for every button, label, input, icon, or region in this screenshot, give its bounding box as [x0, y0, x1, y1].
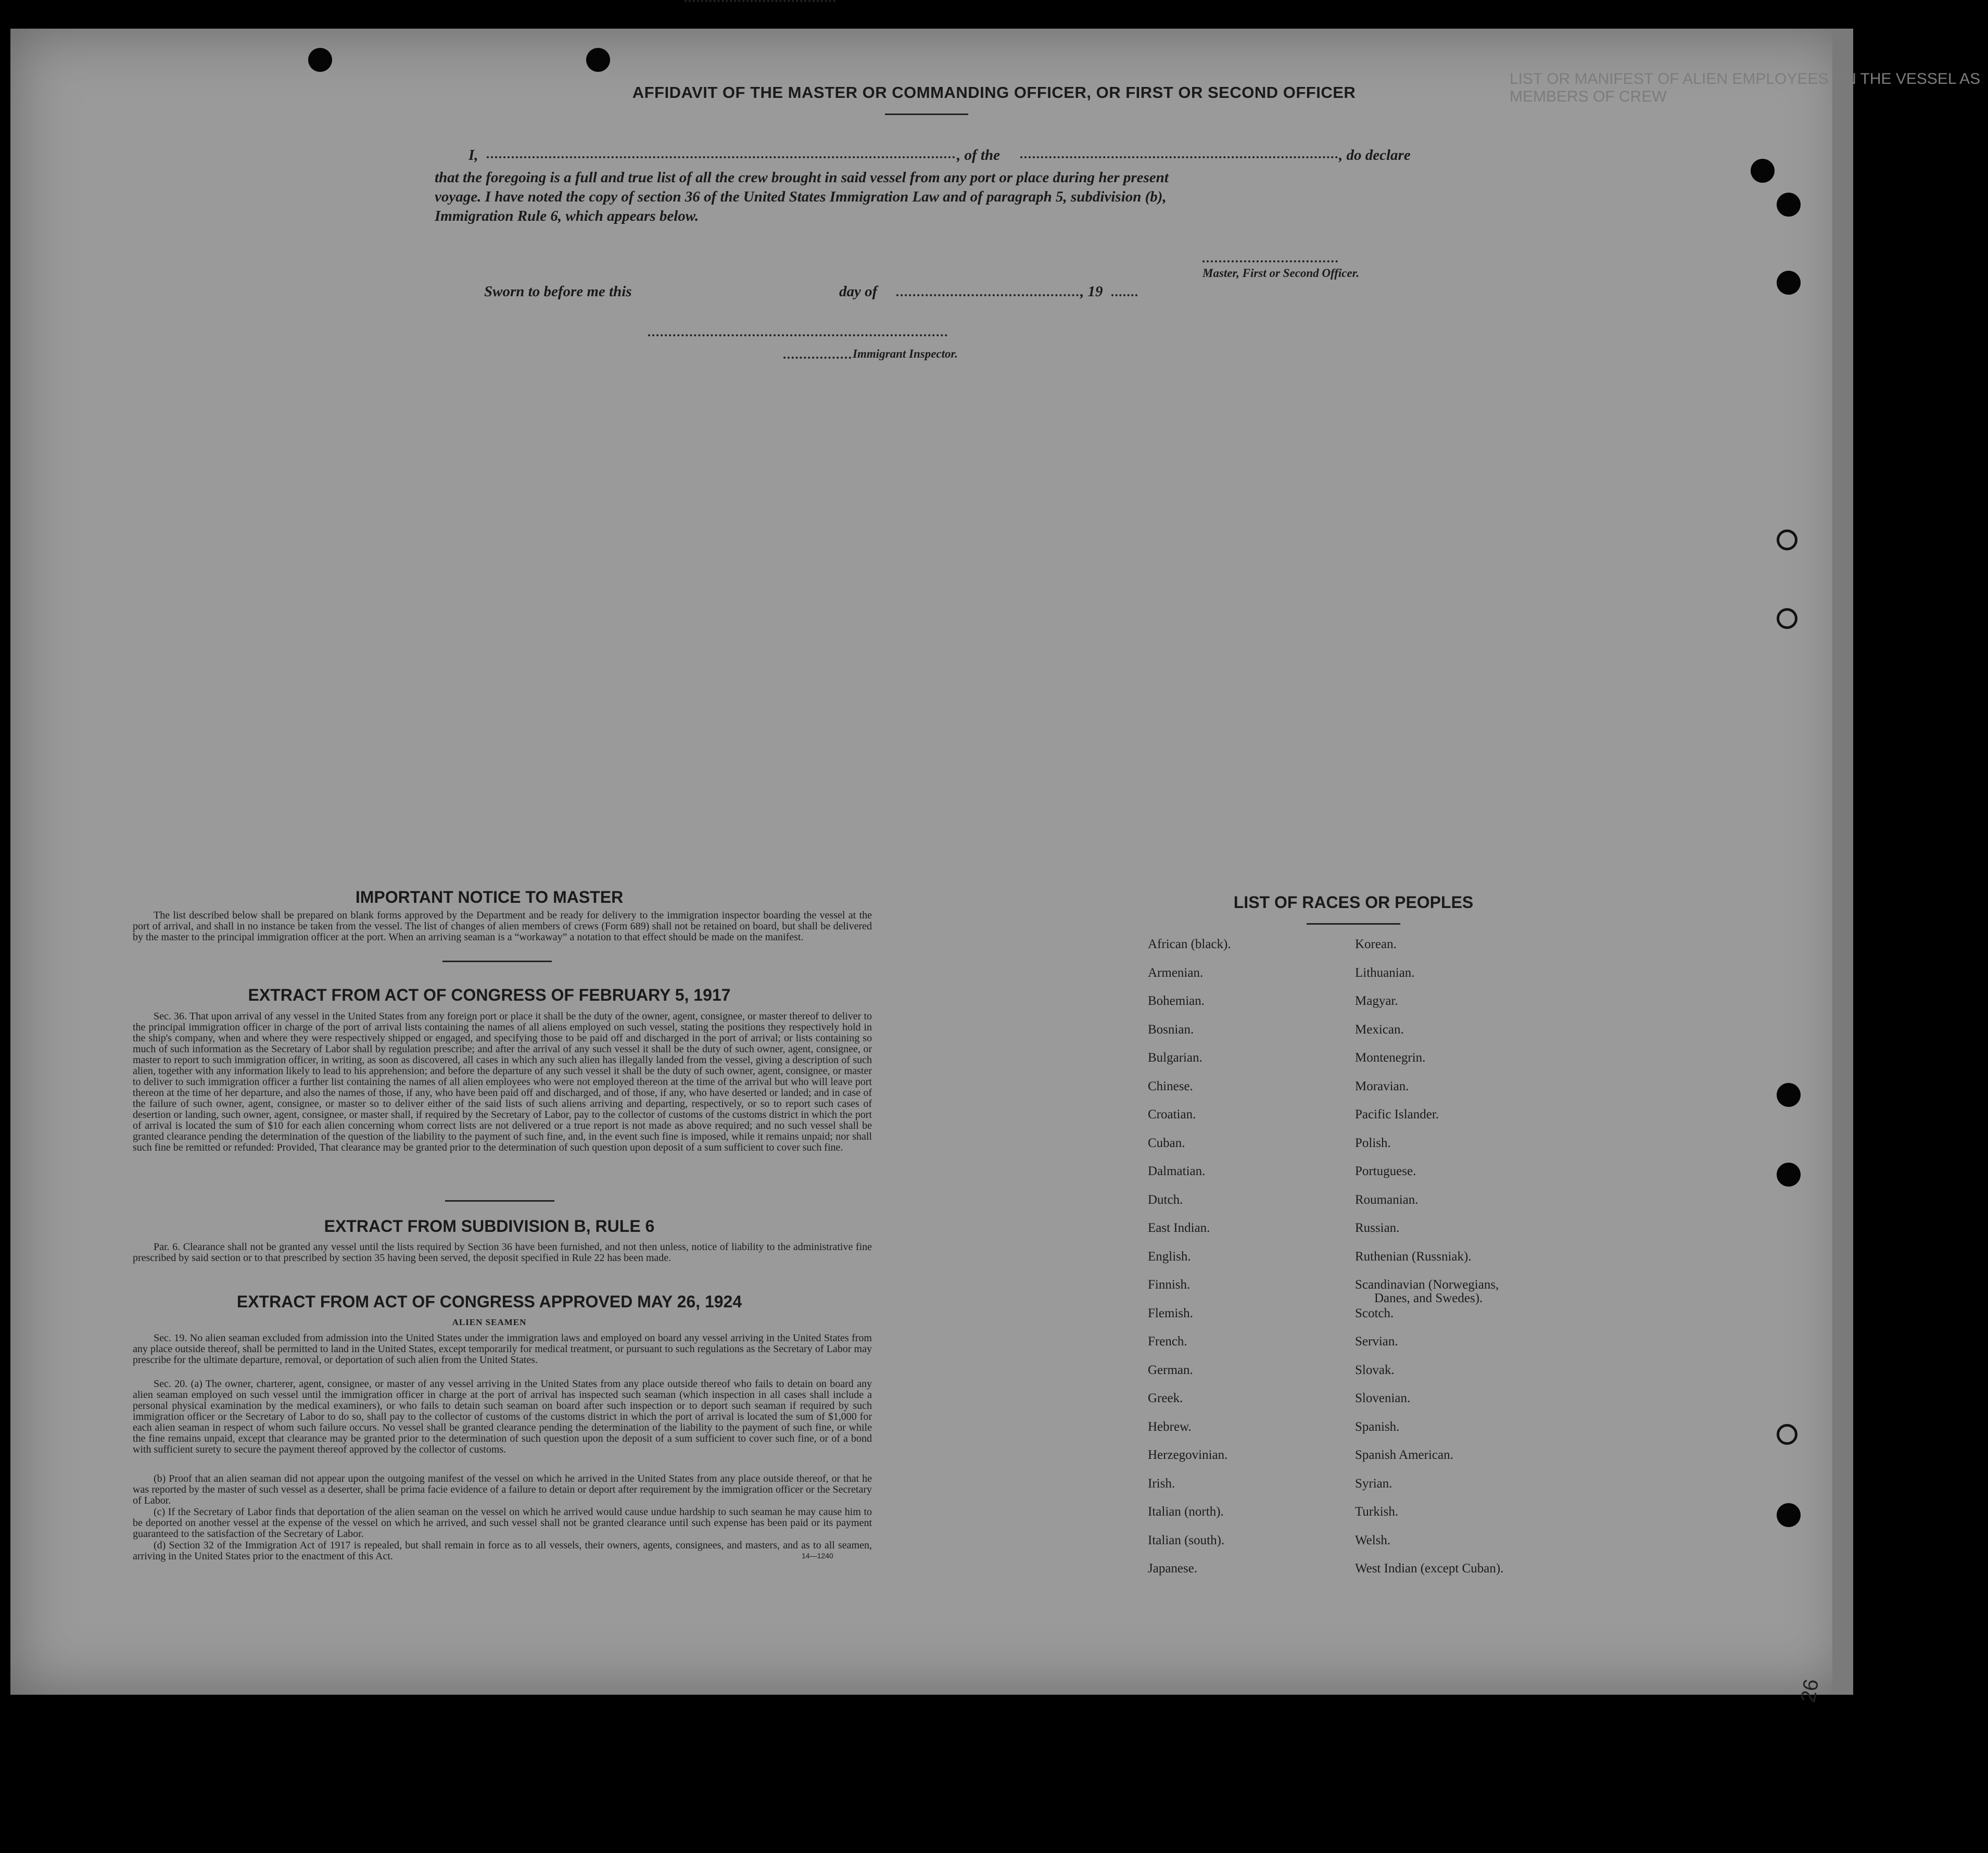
- race-item: Spanish American.: [1355, 1448, 1453, 1462]
- race-item: Pacific Islander.: [1355, 1107, 1439, 1121]
- extract-rule6-text: Par. 6. Clearance shall not be granted any vessel until the lists required by Section 36 have been furnished, and not then unless, notice of liability to the administrative fine prescribed by said section or to that prescribed by section 35 having been served, the deposit specified in Rule 22 has been made.: [133, 1241, 872, 1264]
- punch-hole: [586, 48, 610, 72]
- race-item: Bosnian.: [1148, 1022, 1194, 1037]
- inspector-lead-field: [783, 357, 851, 359]
- race-item: Russian.: [1355, 1221, 1400, 1235]
- extract-1917-title: EXTRACT FROM ACT OF CONGRESS OF FEBRUARY 5, 1917: [248, 986, 731, 1004]
- race-item: Portuguese.: [1355, 1164, 1416, 1178]
- race-item: Korean.: [1355, 937, 1397, 951]
- affidavit-line-i: I,: [468, 147, 478, 163]
- sec20d-text: (d) Section 32 of the Immigration Act of 1917 is repealed, but shall remain in force as to all vessels, their owners, agents, consignees, and masters, and as to all seamen, arriving in the United States prior to the enactment of this Act.: [133, 1540, 872, 1562]
- race-item: Slovenian.: [1355, 1391, 1411, 1405]
- extract-1917-text: Sec. 36. That upon arrival of any vessel in the United States from any foreign port or place it shall be the duty of the owner, agent, consignee, or master thereof to deliver to the principal immigration officer in charge of the port of arrival lists containing the names of all aliens employed on such vessel, stating the positions they respectively hold in the ship's company, when and where they were respectively shipped or engaged, and specifying those to be paid off and discharged in the port of arrival; or lists containing so much of such information as the Secretary of Labor shall by regulation prescribe; and after the arrival of any such vessel it shall be the duty of such owner, agent, consignee, or master to report to such immigration officer, in writing, as soon as discovered, all cases in which any such alien has illegally landed from the vessel, giving a description of such alien, together with any information likely to lead to his apprehension; and before the departure of any such vessel it shall be the duty of such owner, agent, consignee, or master to deliver to such immigration officer a further list containing the names of all alien employees who were not employed thereon at the time of the arrival but who will leave port thereon at the time of her departure, and also the names of those, if any, who have been paid off and discharged, and of those, if any, who have deserted or landed; and in case of the failure of such owner, agent, consignee, or master so to deliver either of the said lists of such aliens arriving and departing, respectively, or so to report such cases of desertion or landing, such owner, agent, consignee, or master shall, if required by the Secretary of Labor, pay to the collector of customs of the customs district in which the port of arrival is located the sum of $10 for each alien concerning whom correct lists are not delivered or a true report is not made as above required; and no such vessel shall be granted clearance pending the determination of the question of the liability to the payment of such fine, and, in the event such fine is imposed, while it remains unpaid; nor shall such fine be remitted or refunded: Provided, That clearance may be granted prior to the determination of such question upon deposit of a sum sufficient to cover such fine.: [133, 1011, 872, 1153]
- race-item: Cuban.: [1148, 1136, 1185, 1150]
- punch-hole-ring: [1777, 530, 1797, 550]
- vessel-field: [1020, 156, 1338, 158]
- race-item: East Indian.: [1148, 1221, 1210, 1235]
- race-item: Hebrew.: [1148, 1419, 1192, 1434]
- race-item: Greek.: [1148, 1391, 1183, 1405]
- section-rule: [442, 961, 552, 962]
- race-item: Ruthenian (Russniak).: [1355, 1249, 1472, 1264]
- year-field: [1111, 294, 1137, 296]
- race-item: Roumanian.: [1355, 1192, 1419, 1207]
- inspector-signature-field: [648, 334, 947, 336]
- race-item: Finnish.: [1148, 1278, 1191, 1292]
- race-item: English.: [1148, 1249, 1191, 1264]
- race-item: Servian.: [1355, 1334, 1398, 1348]
- margin-mark: 26: [1796, 1677, 1824, 1705]
- race-item: West Indian (except Cuban).: [1355, 1561, 1504, 1575]
- punch-hole-ring: [1777, 608, 1797, 629]
- race-item: Magyar.: [1355, 994, 1398, 1008]
- race-item: Dutch.: [1148, 1192, 1183, 1207]
- races-title: LIST OF RACES OR PEOPLES: [1233, 893, 1474, 912]
- punch-hole: [1777, 1503, 1801, 1527]
- form-number: 14—1240: [802, 1552, 833, 1560]
- signer-label: Master, First or Second Officer.: [1202, 267, 1360, 280]
- race-item: Moravian.: [1355, 1079, 1409, 1093]
- sheet-edge: [1832, 29, 1853, 1695]
- notice-text: The list described below shall be prepared on blank forms approved by the Department and be ready for delivery to the immigration inspector boarding the vessel at the port of arrival, and shall in no instance be taken from the vessel. The list of changes of alien members of crews (Form 689) shall not be retained on board, but shall be delivered by the master to the principal immigration officer at the port. When an arriving seaman is a “workaway” a notation to that effect should be made on the manifest.: [133, 910, 872, 943]
- sec19-text: Sec. 19. No alien seaman excluded from admission into the United States under the immigration laws and employed on board any vessel arriving in the United States from any place outside thereof, shall be permitted to land in the United States, except temporarily for medical treatment, or pursuant to such regulations as the Secretary of Labor may prescribe for the ultimate departure, removal, or deportation of such alien from the United States.: [133, 1332, 872, 1366]
- race-item: Irish.: [1148, 1476, 1175, 1491]
- extract-1924-title: EXTRACT FROM ACT OF CONGRESS APPROVED MAY 26, 1924: [236, 1292, 742, 1311]
- affidavit-body-3: Immigration Rule 6, which appears below.: [435, 208, 699, 224]
- alien-seamen-subtitle: ALIEN SEAMEN: [452, 1317, 527, 1327]
- race-item: Chinese.: [1148, 1079, 1193, 1093]
- notice-title: IMPORTANT NOTICE TO MASTER: [355, 888, 624, 906]
- race-item: Slovak.: [1355, 1363, 1395, 1377]
- name-field: [487, 156, 955, 158]
- section-rule: [445, 1200, 554, 1202]
- affidavit-title: AFFIDAVIT OF THE MASTER OR COMMANDING OFFICER, OR FIRST OR SECOND OFFICER: [632, 83, 1356, 102]
- month-field: [896, 294, 1079, 296]
- race-item: Herzegovinian.: [1148, 1448, 1228, 1462]
- extract-rule6-title: EXTRACT FROM SUBDIVISION B, RULE 6: [324, 1217, 655, 1236]
- punch-hole-ring: [1777, 1424, 1797, 1445]
- race-item: Syrian.: [1355, 1476, 1392, 1491]
- day-of-label: day of: [839, 283, 878, 300]
- race-item: Mexican.: [1355, 1022, 1404, 1037]
- punch-hole: [1777, 1083, 1801, 1107]
- sworn-label: Sworn to before me this: [484, 283, 632, 300]
- race-item: Flemish.: [1148, 1306, 1193, 1320]
- race-item-continuation: Danes, and Swedes).: [1374, 1291, 1483, 1305]
- signature-field: [1202, 260, 1338, 262]
- race-item: Montenegrin.: [1355, 1051, 1426, 1065]
- bleed-through-heading: LIST OR MANIFEST OF ALIEN EMPLOYEES ON THE VESSEL AS MEMBERS OF CREW: [1510, 70, 1981, 105]
- race-item: Spanish.: [1355, 1419, 1400, 1434]
- affidavit-body-2: voyage. I have noted the copy of section 36 of the United States Immigration Law and of paragraph 5, subdivision (b),: [435, 188, 1167, 205]
- race-item: Turkish.: [1355, 1505, 1399, 1519]
- race-item: Italian (north).: [1148, 1505, 1224, 1519]
- race-item: Lithuanian.: [1355, 965, 1415, 980]
- race-item: French.: [1148, 1334, 1187, 1348]
- affidavit-of-the: , of the: [957, 147, 1000, 163]
- race-item: Croatian.: [1148, 1107, 1196, 1121]
- race-item: Japanese.: [1148, 1561, 1198, 1575]
- punch-hole: [1777, 1163, 1801, 1187]
- punch-hole: [1777, 193, 1801, 217]
- races-rule: [1307, 923, 1400, 925]
- year-prefix: , 19: [1080, 283, 1103, 300]
- race-item: Polish.: [1355, 1136, 1391, 1150]
- race-item: Italian (south).: [1148, 1533, 1225, 1547]
- day-field: [685, 0, 835, 2]
- inspector-label: Immigrant Inspector.: [853, 347, 958, 360]
- sec20a-text: Sec. 20. (a) The owner, charterer, agent, consignee, or master of any vessel arriving in the United States from any place outside thereof who fails to detain on board any alien seaman employed on such vessel until the immigration officer in charge at the port of arrival has inspected such seaman (which inspection in all cases shall include a personal physical examination by the medical examiners), or who fails to detain such seaman on board after such inspection or to deport such seaman if required by such immigration officer or the Secretary of Labor to do so, shall pay to the collector of customs of the customs district in which the port of arrival is located the sum of $1,000 for each alien seaman in respect of whom such failure occurs. No vessel shall be granted clearance pending the determination of the liability to the payment of such fine, or while the fine remains unpaid, except that clearance may be granted prior to the determination of such question upon the deposit of a sum sufficient to cover such fine, or of a bond with sufficient surety to secure the payment thereof approved by the collector of customs.: [133, 1378, 872, 1455]
- race-item: Scandinavian (Norwegians,: [1355, 1278, 1499, 1292]
- punch-hole: [308, 48, 332, 72]
- race-item: Bohemian.: [1148, 994, 1205, 1008]
- punch-hole: [1751, 159, 1775, 183]
- race-item: German.: [1148, 1363, 1193, 1377]
- race-item: Scotch.: [1355, 1306, 1394, 1320]
- race-item: Welsh.: [1355, 1533, 1391, 1547]
- affidavit-body-1: that the foregoing is a full and true list of all the crew brought in said vessel from any port or place during her present: [435, 169, 1169, 186]
- race-item: Armenian.: [1148, 965, 1204, 980]
- punch-hole: [1777, 271, 1801, 295]
- affidavit-do-declare: , do declare: [1339, 147, 1411, 163]
- race-item: Bulgarian.: [1148, 1051, 1202, 1065]
- sec20b-text: (b) Proof that an alien seaman did not appear upon the outgoing manifest of the vessel on which he arrived in the United States from any place outside thereof, or that he was reported by the master of such vessel as a deserter, shall be prima facie evidence of a failure to detain or deport after requirement by the immigration officer or the Secretary of Labor.: [133, 1473, 872, 1506]
- title-rule: [885, 114, 968, 115]
- sec20c-text: (c) If the Secretary of Labor finds that deportation of the alien seaman on the vessel on which he arrived would cause undue hardship to such seaman he may cause him to be deported on another vessel at the expense of the vessel on which he arrived, and such vessel shall not be granted clearance until such expense has been paid or its payment guaranteed to the satisfaction of the Secretary of Labor.: [133, 1506, 872, 1540]
- race-item: African (black).: [1148, 937, 1231, 951]
- race-item: Dalmatian.: [1148, 1164, 1206, 1178]
